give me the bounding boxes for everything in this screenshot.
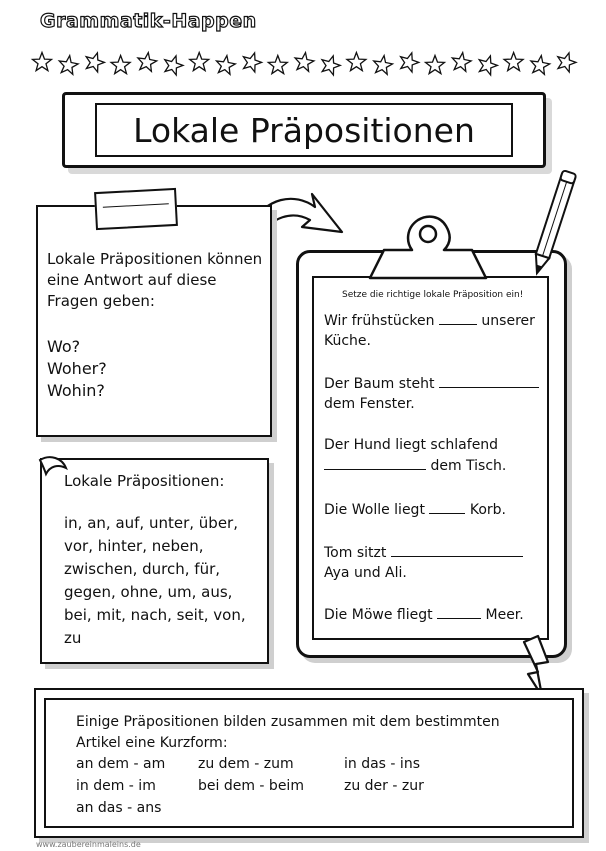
kurzform-cell: an das - ans (76, 800, 162, 816)
sentence-text: dem Tisch. (430, 458, 507, 474)
sentence-2 (324, 373, 544, 414)
footer-url: www.zaubereinmaleins.de (36, 840, 141, 849)
exercise-instruction: Setze die richtige lokale Präposition ein! (342, 290, 524, 300)
star-icon (401, 53, 419, 72)
kurzform-cell: an dem - am (76, 756, 166, 772)
sentence-text: Tom sitzt (324, 545, 387, 561)
answer-blank[interactable] (439, 310, 477, 325)
star-icon (374, 56, 393, 75)
sentence-text: Der Hund liegt schlafend (324, 437, 499, 453)
star-icon (33, 53, 52, 71)
star-icon (531, 56, 550, 75)
star-icon (165, 56, 183, 75)
page-title: Lokale Präpositionen (133, 110, 475, 150)
kurzform-box (34, 688, 584, 838)
sentence-text: Aya und Ali. (324, 565, 407, 581)
kurzform-cell: zu dem - zum (198, 756, 294, 772)
star-icon (217, 56, 236, 75)
sentence-text: Der Baum steht (324, 376, 435, 392)
star-icon (558, 53, 576, 72)
pencil-icon (528, 168, 580, 280)
sentence-1 (324, 310, 544, 351)
sentence-text: Die Wolle liegt (324, 502, 425, 518)
header-title: Grammatik-Happen (40, 10, 257, 32)
sentence-text: dem Fenster. (324, 396, 415, 412)
star-icon (86, 53, 104, 72)
kurzform-intro-2: Artikel eine Kurzform: (76, 735, 228, 751)
sentence-4 (324, 499, 544, 520)
answer-blank[interactable] (391, 542, 523, 557)
sentence-6 (324, 604, 549, 625)
kurzform-cell: in das - ins (344, 756, 420, 772)
star-icon (59, 56, 78, 75)
question-woher: Woher? (47, 359, 107, 378)
star-icon (138, 53, 157, 72)
sentence-text: Meer. (485, 607, 524, 623)
answer-blank[interactable] (324, 455, 426, 470)
question-wohin: Wohin? (47, 381, 105, 400)
answer-blank[interactable] (437, 604, 481, 619)
preposition-line: gegen, ohne, um, aus, (64, 583, 233, 601)
tape-decoration (94, 188, 178, 230)
kurzform-cell: in dem - im (76, 778, 156, 794)
star-icon (295, 53, 314, 72)
sentence-text: Küche. (324, 333, 371, 349)
preposition-line: in, an, auf, unter, über, (64, 514, 238, 532)
sentence-text: Die Möwe fliegt (324, 607, 433, 623)
intro-line-3: Fragen geben: (47, 292, 155, 310)
clipboard-clip-icon (362, 200, 494, 285)
star-icon (243, 53, 261, 72)
star-icon (504, 53, 523, 71)
star-icon (322, 56, 340, 75)
prepositions-list-box (40, 458, 269, 664)
prepositions-heading: Lokale Präpositionen: (64, 472, 225, 490)
sentence-5 (324, 542, 544, 583)
star-icon (190, 53, 209, 71)
kurzform-intro-1: Einige Präpositionen bilden zusammen mit dem bestimmten (76, 714, 500, 730)
preposition-line: bei, mit, nach, seit, von, (64, 606, 246, 624)
preposition-line: zwischen, durch, für, (64, 560, 221, 578)
answer-blank[interactable] (439, 373, 539, 388)
star-icon (426, 56, 445, 74)
sentence-text: Wir frühstücken (324, 313, 435, 329)
star-icon (268, 56, 287, 74)
sentence-text: Korb. (469, 502, 506, 518)
sentence-text: unserer (481, 313, 535, 329)
preposition-line: zu (64, 629, 82, 647)
title-frame (62, 92, 546, 168)
star-icon (452, 53, 471, 72)
star-icon (111, 56, 130, 74)
kurzform-cell: bei dem - beim (198, 778, 304, 794)
intro-line-2: eine Antwort auf diese (47, 271, 217, 289)
title-inner-frame (95, 103, 513, 157)
answer-blank[interactable] (429, 499, 465, 514)
star-border-decoration (30, 50, 580, 78)
question-wo: Wo? (47, 337, 81, 356)
sentence-3 (324, 435, 544, 476)
preposition-line: vor, hinter, neben, (64, 537, 204, 555)
intro-box (36, 205, 272, 437)
star-icon (347, 53, 366, 71)
kurzform-cell: zu der - zur (344, 778, 424, 794)
star-icon (479, 56, 497, 75)
intro-line-1: Lokale Präpositionen können (47, 250, 263, 268)
